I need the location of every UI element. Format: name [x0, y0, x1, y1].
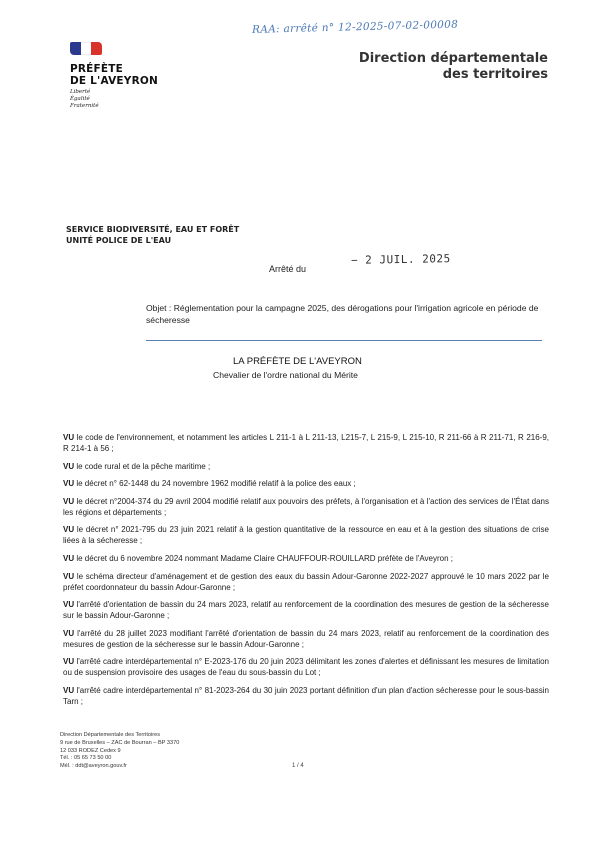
- arrete-label: Arrêté du: [269, 264, 307, 274]
- direction-line1: Direction départementale: [358, 51, 548, 66]
- vu-item: VU le décret du 6 novembre 2024 nommant Madame Claire CHAUFFOUR-ROUILLARD préfète de l'Aveyron ;: [63, 553, 453, 563]
- page-number: 1 / 4: [292, 763, 304, 769]
- vu-item: VU l'arrêté du 28 juillet 2023 modifiant l'arrêté d'orientation de bassin du 24 mars 2023, relatif au renforcement de la coordination des mesures de gestion de la sécheresse sur le bassin Adour-Garonne ;: [63, 628, 549, 649]
- vu-item: VU l'arrêté d'orientation de bassin du 24 mars 2023, relatif au renforcement de la coordination des mesures de gestion de la sécheresse sur le bassin Adour-Garonne ;: [63, 600, 549, 621]
- footer-line3: 12 033 RODEZ Cedex 9: [60, 747, 121, 754]
- marianne-logo: [70, 42, 102, 55]
- objet-text: Objet : Réglementation pour la campagne 2025, des dérogations pour l'irrigation agricole en période de sécheresse: [146, 303, 539, 325]
- vu-item: VU le schéma directeur d'aménagement et de gestion des eaux du bassin Adour-Garonne 2022-2027 approuvé le 10 mars 2022 par le préfet coordonnateur du bassin Adour-Garonne ;: [63, 571, 549, 592]
- handwritten-reference: RAA: arrêté n° 12-2025-07-02-00008: [251, 18, 459, 36]
- footer-line1: Direction Départementale des Territoires: [60, 732, 161, 738]
- republic-motto: [70, 89, 99, 110]
- objet-divider: [146, 340, 542, 341]
- service-line2: UNITÉ POLICE DE L'EAU: [66, 236, 172, 245]
- vu-item: VU le code rural et de la pêche maritime ;: [63, 461, 211, 471]
- vu-item: VU le décret n° 62-1448 du 24 novembre 1962 modifié relatif à la police des eaux ;: [63, 479, 356, 489]
- motto-fraternite: Fraternité: [70, 103, 99, 109]
- prefecture-name-line1: PRÉFÈTE: [70, 63, 124, 75]
- direction-line2: des territoires: [442, 67, 548, 82]
- motto-liberte: Liberté: [70, 89, 91, 95]
- footer-address: [60, 732, 179, 771]
- issuing-direction: [359, 51, 548, 83]
- vu-item: VU l'arrêté cadre interdépartemental n° E-2023-176 du 20 juin 2023 délimitant les zones d'alertes et définissant les mesures de limitation ou de suspension provisoire des usages de l'eau du sous-bassin du Lot ;: [63, 657, 549, 678]
- motto-egalite: Égalité: [70, 96, 90, 102]
- vu-item: VU le code de l'environnement, et notamment les articles L 211-1 à L 211-13, L215-7, L 215-9, L 215-10, R 211-66 à R 211-71, R 216-9, R 214-1 à 56 ;: [63, 433, 549, 453]
- vu-item: VU le décret n°2004-374 du 29 avril 2004 modifié relatif aux pouvoirs des préfets, à l'organisation et à l'action des services de l'État dans les régions et départements ;: [63, 496, 549, 517]
- prefecture-name-line2: DE L'AVEYRON: [70, 75, 158, 87]
- service-line1: SERVICE BIODIVERSITÉ, EAU ET FORÊT: [66, 225, 240, 234]
- footer-phone: Tél. : 05 65 73 50 00: [60, 755, 112, 762]
- prefete-title: LA PRÉFÈTE DE L'AVEYRON: [233, 356, 362, 367]
- footer-line2: 9 rue de Bruxelles – ZAC de Bourran – BP 3370: [60, 739, 180, 746]
- vu-list: [63, 432, 549, 714]
- vu-item: VU le décret n° 2021-795 du 23 juin 2021 relatif à la gestion quantitative de la ressource en eau et à la gestion des situations de crise liées à la sécheresse ;: [63, 525, 549, 546]
- prefete-subtitle: Chevalier de l'ordre national du Mérite: [213, 370, 358, 380]
- prefecture-name: [70, 63, 158, 87]
- vu-item: VU l'arrêté cadre interdépartemental n° 81-2023-264 du 30 juin 2023 portant définition d'un plan d'action sécheresse pour le sous-bassin Tarn ;: [63, 685, 549, 706]
- arrete-date-stamp: − 2 JUIL. 2025: [350, 252, 451, 267]
- service-heading: [66, 224, 239, 246]
- footer-email: Mél. : ddt@aveyron.gouv.fr: [60, 763, 127, 770]
